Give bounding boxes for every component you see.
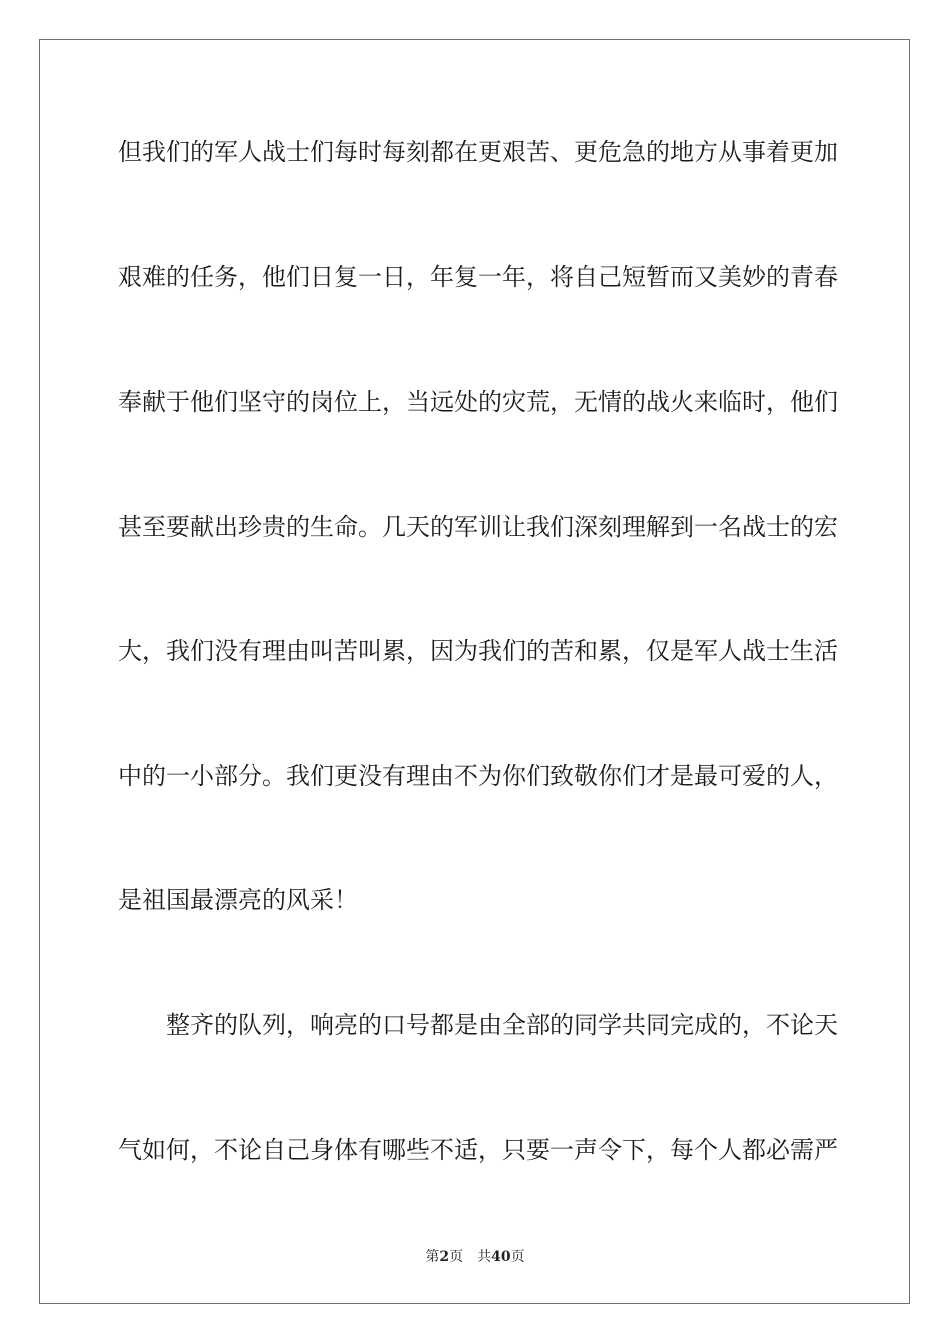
page-number: 2 [439,1249,450,1265]
body-line-1: 但我们的军人战士们每时每刻都在更艰苦、更危急的地方从事着更加 [118,138,838,166]
body-line-5: 大，我们没有理由叫苦叫累，因为我们的苦和累，仅是军人战士生活 [118,637,838,665]
body-line-2: 艰难的任务，他们日复一日，年复一年，将自己短暂而又美妙的青春 [118,263,838,291]
page-frame [39,39,910,1304]
page-prefix: 第 [425,1249,440,1265]
body-line-7: 是祖国最漂亮的风采！ [118,886,358,914]
total-pages: 40 [491,1249,511,1265]
body-line-3: 奉献于他们坚守的岗位上，当远处的灾荒，无情的战火来临时，他们 [118,388,838,416]
total-prefix: 共 [477,1249,492,1265]
page-footer [0,1248,950,1266]
body-line-9: 气如何，不论自己身体有哪些不适，只要一声令下，每个人都必需严 [118,1136,838,1164]
total-suffix: 页 [510,1249,525,1265]
page-suffix: 页 [449,1249,464,1265]
body-line-6: 中的一小部分。我们更没有理由不为你们致敬你们才是最可爱的人， [118,762,838,790]
body-line-8-paragraph-start: 整齐的队列，响亮的口号都是由全部的同学共同完成的，不论天 [166,1011,838,1039]
body-line-4: 甚至要献出珍贵的生命。几天的军训让我们深刻理解到一名战士的宏 [118,513,838,541]
